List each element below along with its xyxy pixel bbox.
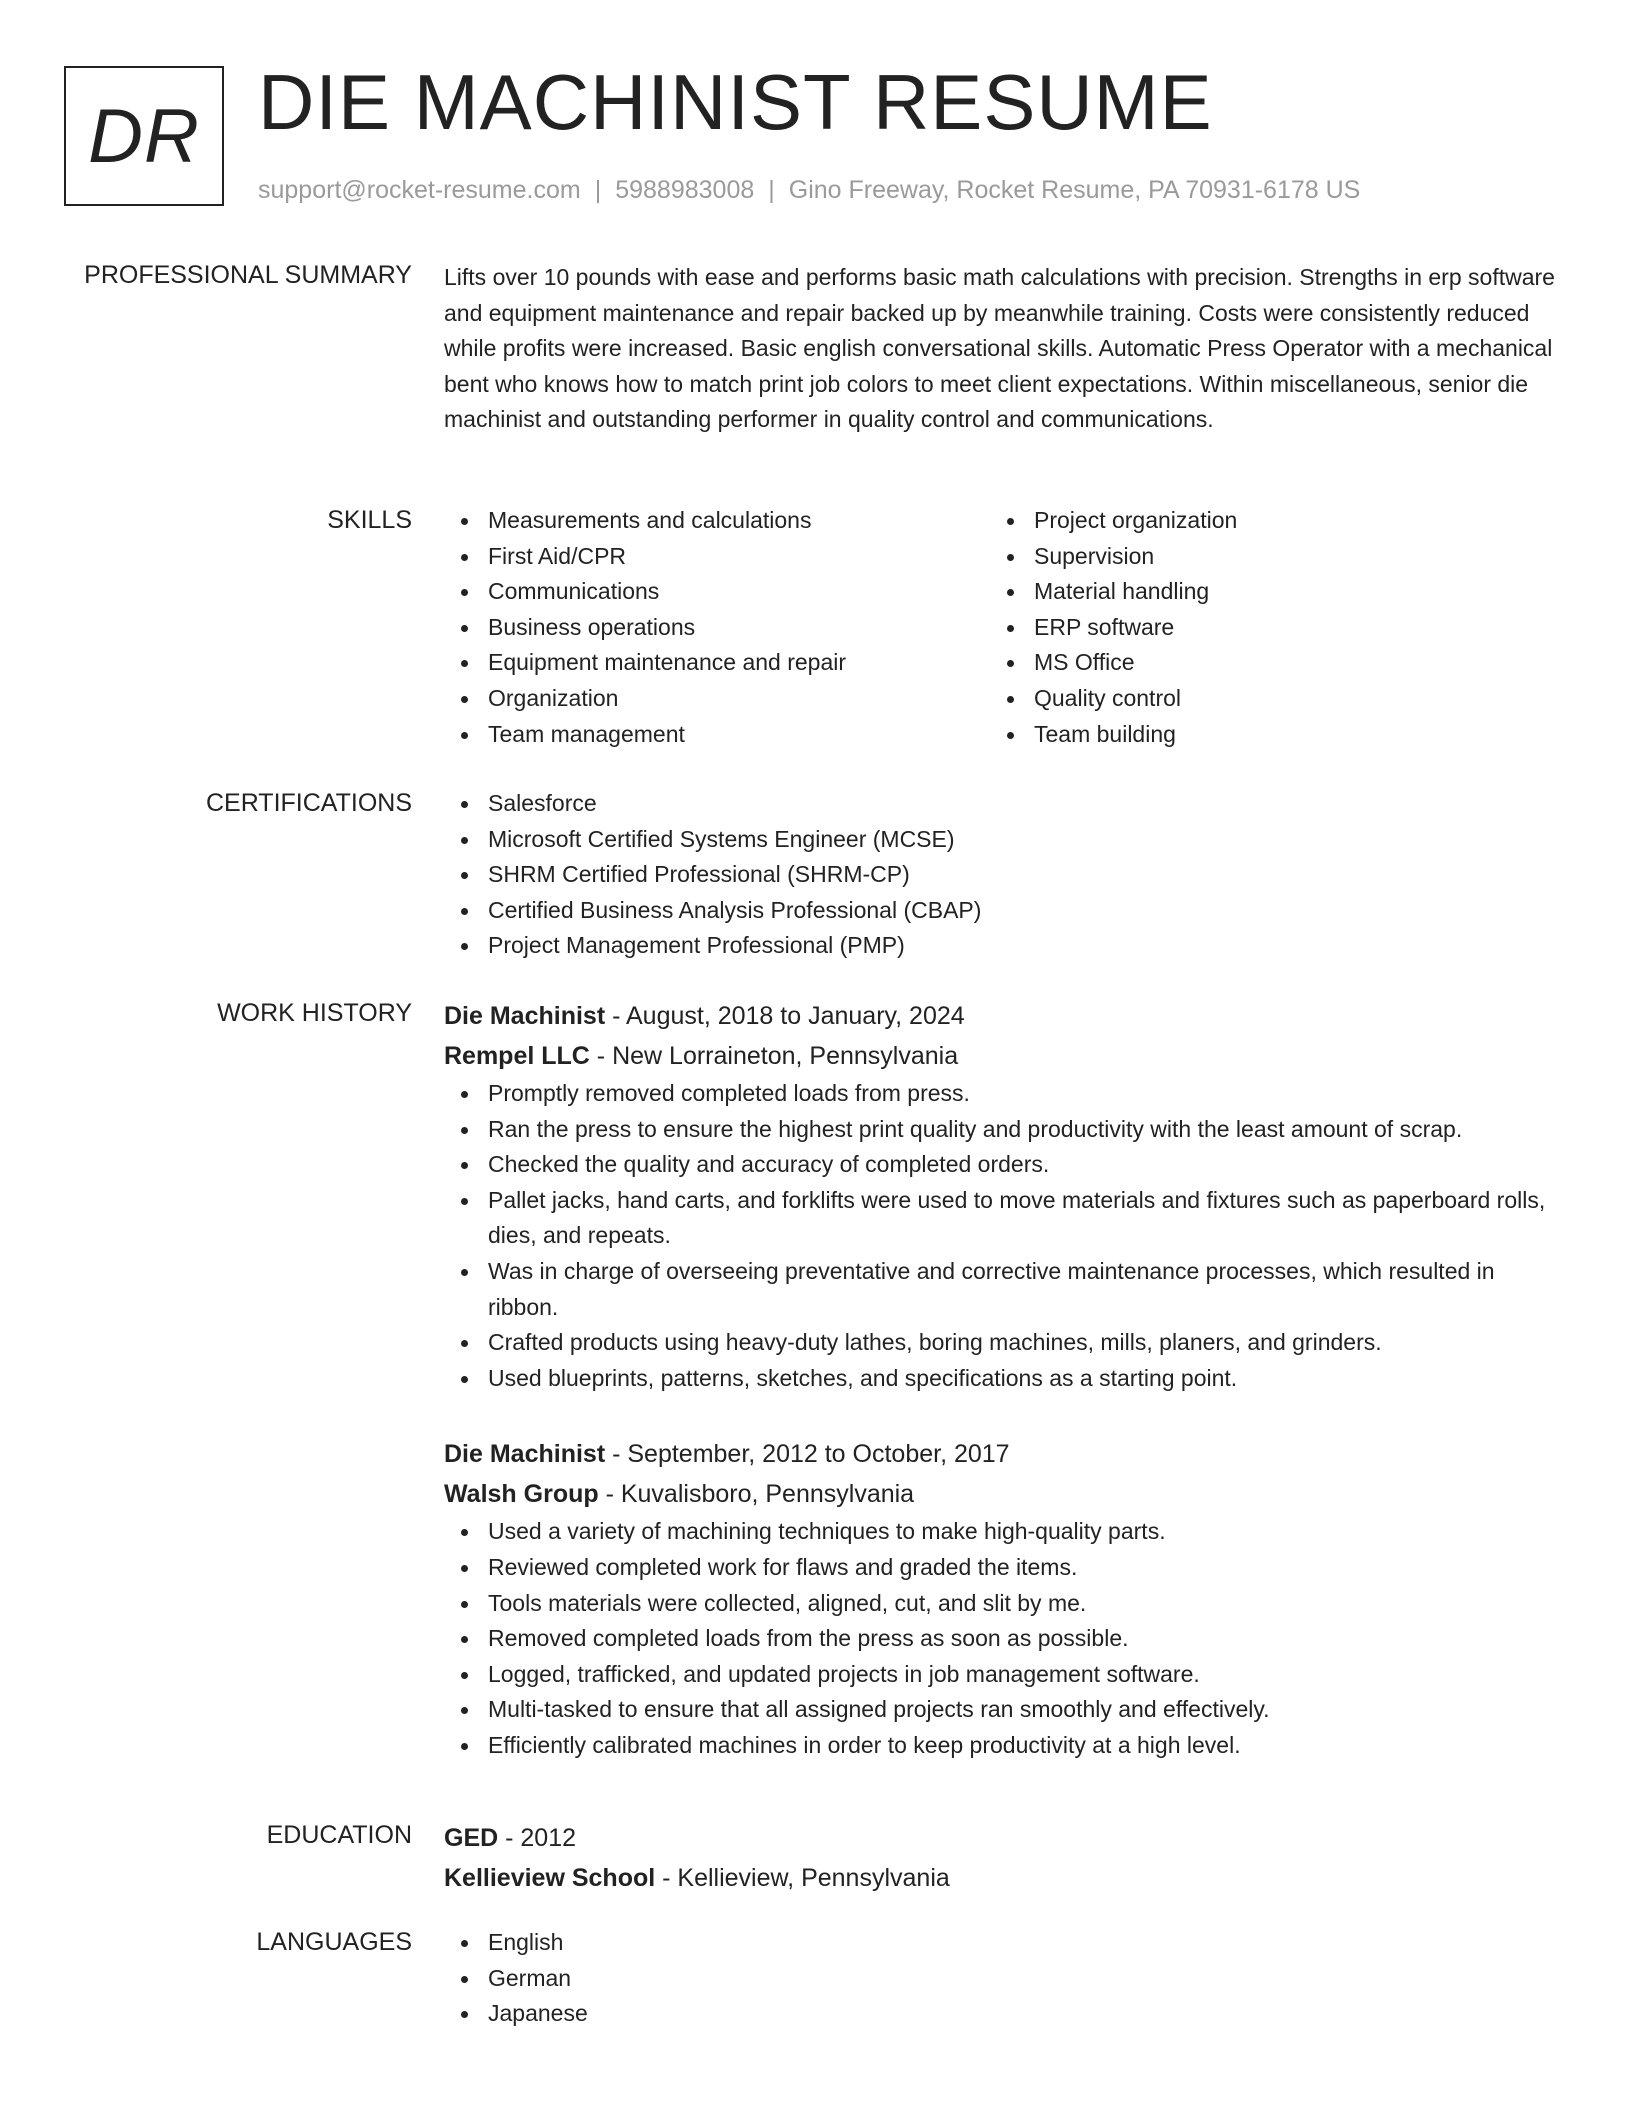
list-item: Used blueprints, patterns, sketches, and specifications as a starting point. <box>444 1361 1562 1397</box>
languages-list <box>444 1925 1562 2032</box>
monogram: DR <box>64 66 224 206</box>
list-item: German <box>444 1961 1562 1997</box>
list-item: Project organization <box>990 503 1536 539</box>
list-item: Team management <box>444 717 990 753</box>
skills-list-left <box>444 503 990 752</box>
list-item: Supervision <box>990 539 1536 575</box>
list-item: Checked the quality and accuracy of completed orders. <box>444 1147 1562 1183</box>
section-label: EDUCATION <box>266 1821 412 1849</box>
education-school-line <box>444 1858 1562 1898</box>
list-item: Measurements and calculations <box>444 503 990 539</box>
skills-list-right <box>990 503 1536 752</box>
list-item: Communications <box>444 574 990 610</box>
section-label: WORK HISTORY <box>217 999 412 1027</box>
section-body <box>444 503 1562 752</box>
section-label: SKILLS <box>327 506 412 534</box>
list-item: Project Management Professional (PMP) <box>444 928 1562 964</box>
list-item: English <box>444 1925 1562 1961</box>
education-degree-line <box>444 1818 1562 1858</box>
page-title: DIE MACHINIST RESUME <box>258 58 1213 146</box>
list-item: MS Office <box>990 645 1536 681</box>
job-entry <box>444 996 1562 1396</box>
list-item: SHRM Certified Professional (SHRM-CP) <box>444 857 1562 893</box>
contact-address: Gino Freeway, Rocket Resume, PA 70931-6178 US <box>788 176 1361 204</box>
job-title: Die Machinist <box>444 1002 606 1030</box>
job-location: - New Lorraineton, Pennsylvania <box>589 1042 959 1070</box>
list-item: Was in charge of overseeing preventative and corrective maintenance processes, which resulted in ribbon. <box>444 1254 1562 1325</box>
list-item: ERP software <box>990 610 1536 646</box>
job-company: Rempel LLC <box>444 1042 590 1070</box>
job-location: - Kuvalisboro, Pennsylvania <box>598 1480 915 1509</box>
education-school: Kellieview School <box>444 1864 656 1892</box>
section-body <box>444 996 1562 1802</box>
list-item: Japanese <box>444 1996 1562 2032</box>
contact-email: support@rocket-resume.com <box>258 176 581 204</box>
skills-columns <box>444 503 1562 752</box>
list-item: Crafted products using heavy-duty lathes, boring machines, mills, planers, and grinders. <box>444 1325 1562 1361</box>
job-title-line <box>444 996 1562 1036</box>
section-label: PROFESSIONAL SUMMARY <box>84 261 412 289</box>
job-company-line <box>444 1474 1562 1514</box>
list-item: Tools materials were collected, aligned, cut, and slit by me. <box>444 1586 1562 1622</box>
list-item: Microsoft Certified Systems Engineer (MCSE) <box>444 822 1562 858</box>
list-item: Ran the press to ensure the highest print quality and productivity with the least amount of scrap. <box>444 1112 1562 1148</box>
education-year: - 2012 <box>498 1824 577 1852</box>
contact-line <box>258 174 1360 206</box>
section-body <box>444 258 1562 438</box>
list-item: Certified Business Analysis Professional (CBAP) <box>444 893 1562 929</box>
section-body <box>444 1818 1562 1898</box>
section-body <box>444 786 1562 964</box>
job-title-line <box>444 1434 1562 1474</box>
job-entry <box>444 1434 1562 1763</box>
list-item: Used a variety of machining techniques to make high-quality parts. <box>444 1514 1562 1550</box>
education-degree: GED <box>444 1824 499 1852</box>
list-item: Logged, trafficked, and updated projects in job management software. <box>444 1657 1562 1693</box>
list-item: Equipment maintenance and repair <box>444 645 990 681</box>
list-item: Quality control <box>990 681 1536 717</box>
list-item: Organization <box>444 681 990 717</box>
job-bullets <box>444 1076 1562 1396</box>
contact-phone: 5988983008 <box>615 176 755 204</box>
list-item: Efficiently calibrated machines in order to keep productivity at a high level. <box>444 1728 1562 1764</box>
section-label: LANGUAGES <box>256 1928 412 1956</box>
list-item: Removed completed loads from the press as soon as possible. <box>444 1621 1562 1657</box>
section-body <box>444 1925 1562 2032</box>
job-dates: - August, 2018 to January, 2024 <box>605 1002 965 1030</box>
education-location: - Kellieview, Pennsylvania <box>655 1864 950 1892</box>
list-item: Multi-tasked to ensure that all assigned projects ran smoothly and effectively. <box>444 1692 1562 1728</box>
list-item: Pallet jacks, hand carts, and forklifts were used to move materials and fixtures such as paperboard rolls, dies, and repeats. <box>444 1183 1562 1254</box>
job-title: Die Machinist <box>444 1440 606 1469</box>
certifications-list <box>444 786 1562 964</box>
list-item: Promptly removed completed loads from press. <box>444 1076 1562 1112</box>
job-company: Walsh Group <box>444 1480 599 1509</box>
list-item: Salesforce <box>444 786 1562 822</box>
list-item: First Aid/CPR <box>444 539 990 575</box>
list-item: Business operations <box>444 610 990 646</box>
list-item: Material handling <box>990 574 1536 610</box>
list-item: Reviewed completed work for flaws and graded the items. <box>444 1550 1562 1586</box>
section-label: CERTIFICATIONS <box>205 789 412 817</box>
list-item: Team building <box>990 717 1536 753</box>
job-dates: - September, 2012 to October, 2017 <box>605 1440 1010 1469</box>
contact-separator: | <box>594 176 602 204</box>
summary-text: Lifts over 10 pounds with ease and performs basic math calculations with precision. Strengths in erp software and equipment maintenance and repair backed up by meanwhile training. Costs were consistently reduced while profits were increased. Basic english conversational skills. Automatic Press Operator with a mechanical bent who knows how to match print job colors to meet client expectations. Within miscellaneous, senior die machinist and outstanding performer in quality control and communications. <box>444 264 1555 433</box>
job-company-line <box>444 1036 1562 1076</box>
job-bullets <box>444 1514 1562 1763</box>
contact-separator: | <box>768 176 775 204</box>
